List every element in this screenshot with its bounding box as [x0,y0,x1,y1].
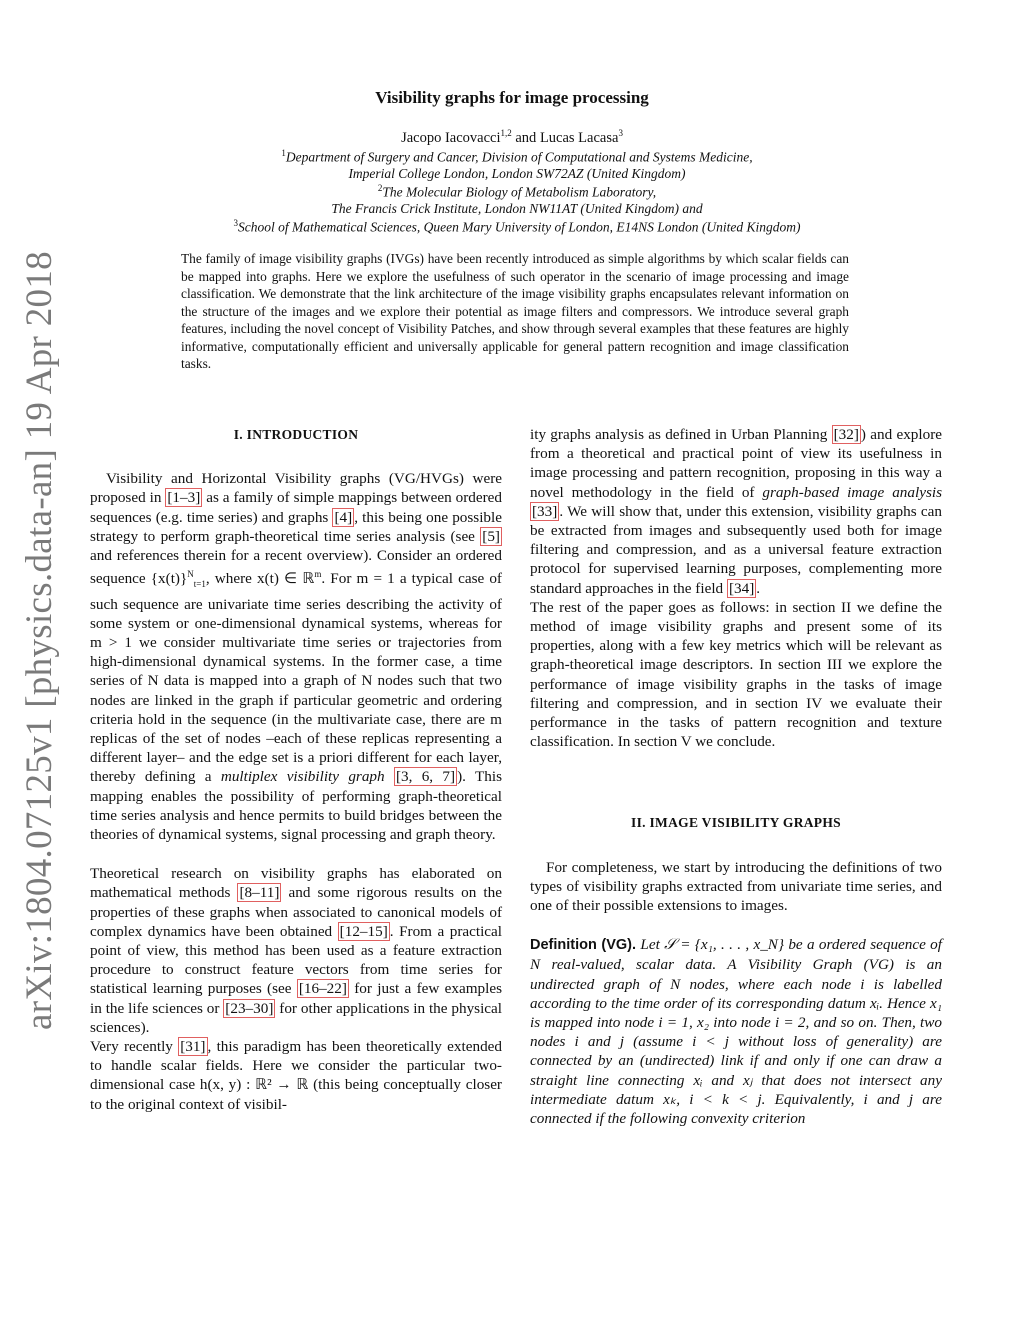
paper-title: Visibility graphs for image processing [375,88,649,107]
citation-link[interactable]: [1–3] [167,489,201,507]
intro-paragraph-2: Theoretical research on visibility graphs has elaborated on mathematical methods [8–11] and some rigorous results on the properties of these graphs when associated to canonical models of complex dynamics have been obtained [12–15] . From a practical point of view, this method has been used as a feature extraction procedure to construct feature vectors from time series for statistical learning purposes (see [16–22] for just a few examples in the life sciences or [23–30] for other applications in the physical sciences). [90,865,503,1036]
definition-label: Definition (VG). [530,937,637,954]
intro-paragraph-1: Visibility and Horizontal Visibility graphs (VG/HVGs) were proposed in [1–3] as a family of simple mappings between ordered sequences (e.g. time series) and graphs [4] , this being one possible strategy to perform graph-theoretical time series analysis (see [5] and references therein for a recent overview). Consider an ordered sequence $\{x(t)\}^N_{t=1}$, where x(t) ∈ ℝ$^m$. For m = 1 a typical case of such sequence are univariate time series describing the activity of some system or one-dimensional dynamical systems, whereas for m > 1 we consider multivariate time series or trajectories from high-dimensional dynamical systems. In the former case, a time series of N data is mapped into a graph of N nodes such that two nodes are linked in the graph if particular geometric and ordering criteria hold in the sequence (in the multivariate case, there are m replicas of the set of nodes –each of these replicas representing a different layer– and the edge set is a priori different for each layer, thereby defining a multiplex visibility graph [3, 6, 7] ). This mapping enables the possibility of performing graph-theoretical time series analysis and hence permits to build bridges between the theories of dynamical systems, signal processing and graph theory. [90,470,502,843]
left-column [90,425,502,1114]
citation-link[interactable]: [5] [482,527,500,545]
affiliation-1-line-1: $^1$Department of Surgery and Cancer, Division of Computational and Systems Medicine, [281,148,753,165]
abstract: The family of image visibility graphs (IVGs) have been recently introduced as simple algorithms by which scalar fields can be mapped into graphs. Here we explore the usefulness of such operator in the scenario of image processing and image classification. We demonstrate that the link architecture of the image visibility graphs encapsulates relevant information on the structure of the images and we explore their potential as image filters and compressors. We introduce several graph features, including the novel concept of Visibility Patches, and show through several examples that these features are highly informative, computationally efficient and universally applicable for general pattern recognition and image classification tasks. [181,251,849,371]
citation-link[interactable]: [31] [180,1037,206,1055]
citation-link[interactable]: [33] [532,502,558,520]
citation-link[interactable]: [4] [334,508,353,526]
intro-paragraph-continued: ity graphs analysis as defined in Urban Planning [32] ) and explore from a theoretical and practical point of view its usefulness in image processing and pattern recognition, proposing in this way a novel methodology in the field of graph-based image analysis [33] . We will show that, under this extension, visibility graphs can be extracted from images and subsequently used both for image filtering and compression, and as a universal feature extraction protocol for supervised learning purposes, complementing more standard approaches in the field [34] . [530,426,942,597]
citation-link[interactable]: [12–15] [339,922,388,940]
citation-link[interactable]: [3, 6, 7] [395,768,456,786]
author-2-affil: 3 [618,128,623,138]
author-line [0,128,1024,147]
section-2-intro: For completeness, we start by introducing the definitions of two types of visibility graphs extracted from univariate time series, and one of their possible extensions to images. [530,858,942,915]
author-1-affil: 1,2 [500,128,512,138]
affiliation-3-line-1: $^3$School of Mathematical Sciences, Queen Mary University of London, E14NS London (United Kingdom) [233,218,801,235]
affiliation-2-marker: 2 [377,183,383,193]
citation-link[interactable]: [23–30] [225,999,274,1017]
outline-paragraph: The rest of the paper goes as follows: in section II we define the method of image visibility graphs and present some of its properties, along with a few key metrics which will be relevant as graph-theoretical image descriptors. In section III we explore the performance of image visibility graphs in the tasks of image filtering and compression, and in section IV we evaluate their performance in the tasks of pattern recognition and texture classification. In section V we conclude. [530,598,942,751]
intro-paragraph-3: Very recently [31] , this paradigm has been theoretically extended to handle scalar fields. Here we consider the particular two-dimensional case h(x, y) : ℝ² → ℝ (this being conceptually closer to the original context of visibil- [90,1037,502,1113]
author-2: Lucas Lacasa [539,129,619,146]
citation-link[interactable]: [34] [728,579,755,597]
author-1: Jacopo Iacovacci [401,129,501,146]
citation-link[interactable]: [8–11] [239,884,280,902]
section-2-heading: II. IMAGE VISIBILITY GRAPHS [631,815,841,831]
arxiv-side-stamp: arXiv:1804.07125v1 [physics.data-an] 19 Apr 2018 [19,251,60,1030]
citation-link[interactable]: [32] [833,426,859,443]
author-conjunction: and [515,129,537,146]
citation-link[interactable]: [16–22] [298,980,347,998]
affiliation-3-marker: 3 [233,218,239,228]
affiliation-1-line-2: Imperial College London, London SW72AZ (United Kingdom) [348,166,686,181]
right-column [530,425,942,1128]
definition-vg: Definition (VG). Let 𝒮 = {x₁, . . . , x_N} be a ordered sequence of N real-valued, scalar data. A Visibility Graph (VG) is an undirected graph of N nodes, where each node i is labelled according to the time order of its corresponding datum xᵢ. Hence x₁ is mapped into node i = 1, x₂ into node i = 2, and so on. Then, two nodes i and j (assume i < j without loss of generality) are connected by an (undirected) link if and only if one can draw a straight line connecting xᵢ and xⱼ that does not intersect any intermediate datum xₖ, i < k < j. Equivalently, i and j are connected if the following convexity criterion [530,936,942,1128]
affiliation-2-line-2: The Francis Crick Institute, London NW11AT (United Kingdom) and [331,201,703,216]
affiliation-2-line-1: $^2$The Molecular Biology of Metabolism Laboratory, [377,183,657,200]
affiliation-1-marker: 1 [281,148,286,158]
section-1-heading: I. INTRODUCTION [233,427,359,442]
